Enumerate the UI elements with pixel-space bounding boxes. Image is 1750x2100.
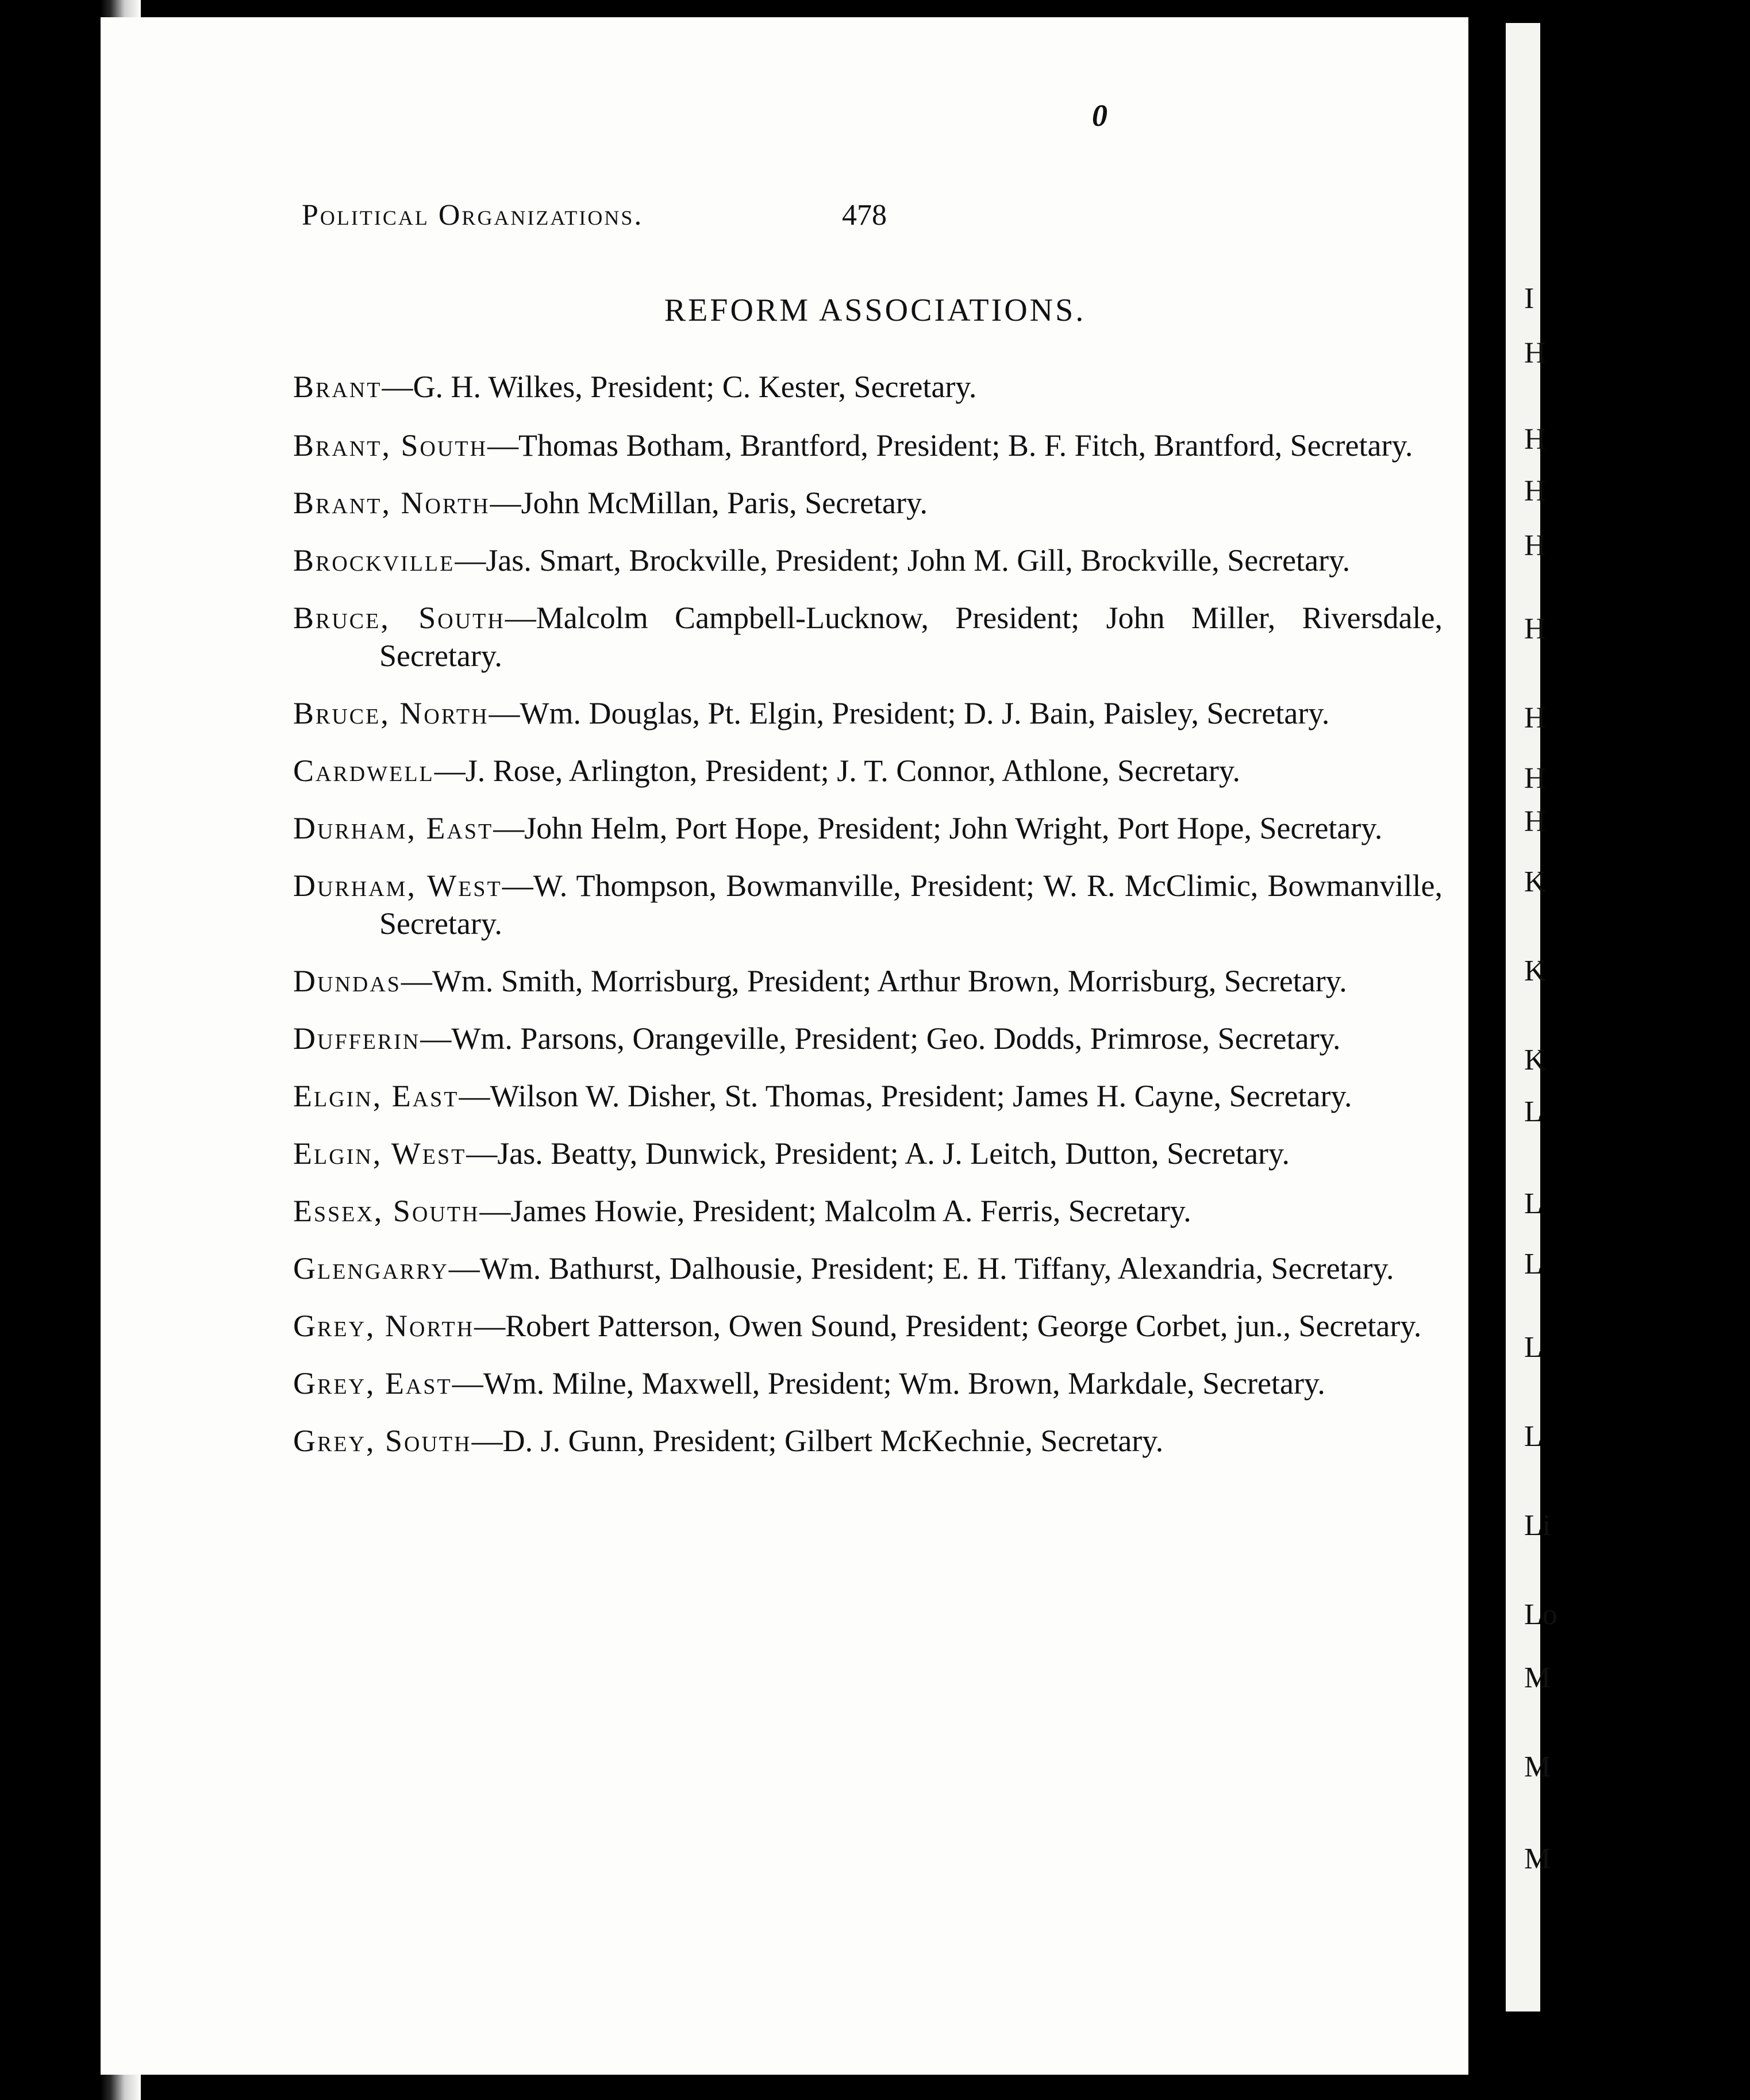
officers-text: —John Helm, Port Hope, President; John Wright, Port Hope, Secretary.	[493, 811, 1383, 845]
officers-text: —Jas. Smart, Brockville, President; John M. Gill, Brockville, Secretary.	[455, 543, 1351, 578]
facing-page-letter: K	[1524, 866, 1546, 898]
officers-text: —Wm. Smith, Morrisburg, President; Arthur Brown, Morrisburg, Secretary.	[401, 964, 1347, 998]
association-entry	[293, 484, 1443, 522]
association-entry	[293, 752, 1443, 790]
facing-page-letter: H	[1524, 805, 1546, 838]
county-name: Cardwell	[293, 753, 434, 788]
association-entry	[293, 962, 1443, 1000]
facing-page-letter: I	[1524, 282, 1534, 315]
association-entry	[293, 426, 1443, 464]
facing-page-letter: L	[1524, 1187, 1543, 1220]
officers-text: —Wm. Parsons, Orangeville, President; Geo. Dodds, Primrose, Secretary.	[420, 1021, 1341, 1056]
officers-text: —Wilson W. Disher, St. Thomas, President; James H. Cayne, Secretary.	[459, 1079, 1352, 1113]
officers-text: —Robert Patterson, Owen Sound, President; George Corbet, jun., Secretary.	[474, 1309, 1422, 1343]
facing-page-letter: K	[1524, 955, 1546, 987]
facing-page-letter: L	[1524, 1331, 1543, 1364]
section-title: REFORM ASSOCIATIONS.	[664, 293, 1086, 328]
facing-page-letter: L	[1524, 1248, 1543, 1280]
officers-text: —Thomas Botham, Brantford, President; B. F. Fitch, Brantford, Secretary.	[487, 428, 1413, 463]
association-entry	[293, 368, 1443, 406]
county-name: Bruce, South	[293, 601, 505, 635]
county-name: Elgin, West	[293, 1136, 467, 1171]
county-name: Durham, West	[293, 868, 502, 903]
county-name: Brant	[293, 370, 382, 404]
county-name: Brockville	[293, 543, 455, 578]
officers-text: —W. Thompson, Bowmanville, President; W. R. McClimic, Bowmanville, Secretary.	[379, 868, 1443, 941]
officers-text: —Wm. Bathurst, Dalhousie, President; E. H. Tiffany, Alexandria, Secretary.	[448, 1251, 1394, 1286]
facing-page-letter: Li	[1524, 1509, 1551, 1542]
county-name: Brant, South	[293, 428, 488, 463]
association-entry	[293, 867, 1443, 943]
county-name: Bruce, North	[293, 696, 489, 730]
officers-text: —Jas. Beatty, Dunwick, President; A. J. Leitch, Dutton, Secretary.	[466, 1136, 1290, 1171]
association-entry	[293, 809, 1443, 847]
facing-page-letter: H	[1524, 337, 1546, 370]
association-entry	[293, 541, 1443, 579]
facing-page-letter: K	[1524, 1044, 1546, 1076]
association-entry	[293, 694, 1443, 732]
page-number: 478	[842, 199, 887, 232]
association-entry	[293, 1422, 1443, 1460]
county-name: Essex, South	[293, 1194, 480, 1228]
facing-page-letter: M	[1524, 1843, 1551, 1875]
facing-page-letter: H	[1524, 423, 1546, 456]
facing-page-letter: H	[1524, 529, 1546, 562]
officers-text: —G. H. Wilkes, President; C. Kester, Secretary.	[382, 370, 977, 404]
county-name: Dundas	[293, 964, 401, 998]
county-name: Grey, East	[293, 1366, 452, 1401]
county-name: Brant, North	[293, 486, 490, 520]
county-name: Glengarry	[293, 1251, 449, 1286]
officers-text: —Wm. Douglas, Pt. Elgin, President; D. J. Bain, Paisley, Secretary.	[489, 696, 1330, 730]
county-name: Dufferin	[293, 1021, 421, 1056]
officers-text: —James Howie, President; Malcolm A. Ferris, Secretary.	[479, 1194, 1191, 1228]
facing-page-letter: L	[1524, 1420, 1543, 1453]
association-entry	[293, 1364, 1443, 1402]
association-entry	[293, 599, 1443, 675]
facing-page-letter: L	[1524, 1095, 1543, 1128]
association-entry	[293, 1192, 1443, 1230]
facing-page-letter: H	[1524, 475, 1546, 507]
officers-text: —J. Rose, Arlington, President; J. T. Connor, Athlone, Secretary.	[434, 753, 1240, 788]
county-name: Grey, North	[293, 1309, 475, 1343]
association-entry	[293, 1307, 1443, 1345]
entry-list	[293, 368, 1443, 1460]
facing-page-letter: H	[1524, 762, 1546, 795]
officers-text: —Wm. Milne, Maxwell, President; Wm. Brown, Markdale, Secretary.	[452, 1366, 1325, 1401]
facing-page-letter: H	[1524, 613, 1546, 645]
county-name: Elgin, East	[293, 1079, 459, 1113]
officers-text: —John McMillan, Paris, Secretary.	[490, 486, 928, 520]
county-name: Durham, East	[293, 811, 494, 845]
association-entry	[293, 1020, 1443, 1057]
facing-page-letter: Lo	[1524, 1598, 1557, 1631]
facing-page-letter: M	[1524, 1751, 1551, 1783]
facing-page-letter: H	[1524, 702, 1546, 734]
officers-text: —D. J. Gunn, President; Gilbert McKechnie, Secretary.	[471, 1424, 1164, 1458]
corner-mark: 0	[1092, 98, 1107, 133]
association-entry	[293, 1249, 1443, 1287]
association-entry	[293, 1134, 1443, 1172]
county-name: Grey, South	[293, 1424, 472, 1458]
officers-text: —Malcolm Campbell-Lucknow, President; John Miller, Riversdale, Secretary.	[379, 601, 1443, 673]
association-entry	[293, 1077, 1443, 1115]
running-head: Political Organizations.	[302, 199, 644, 232]
facing-page-letter: M	[1524, 1661, 1551, 1694]
